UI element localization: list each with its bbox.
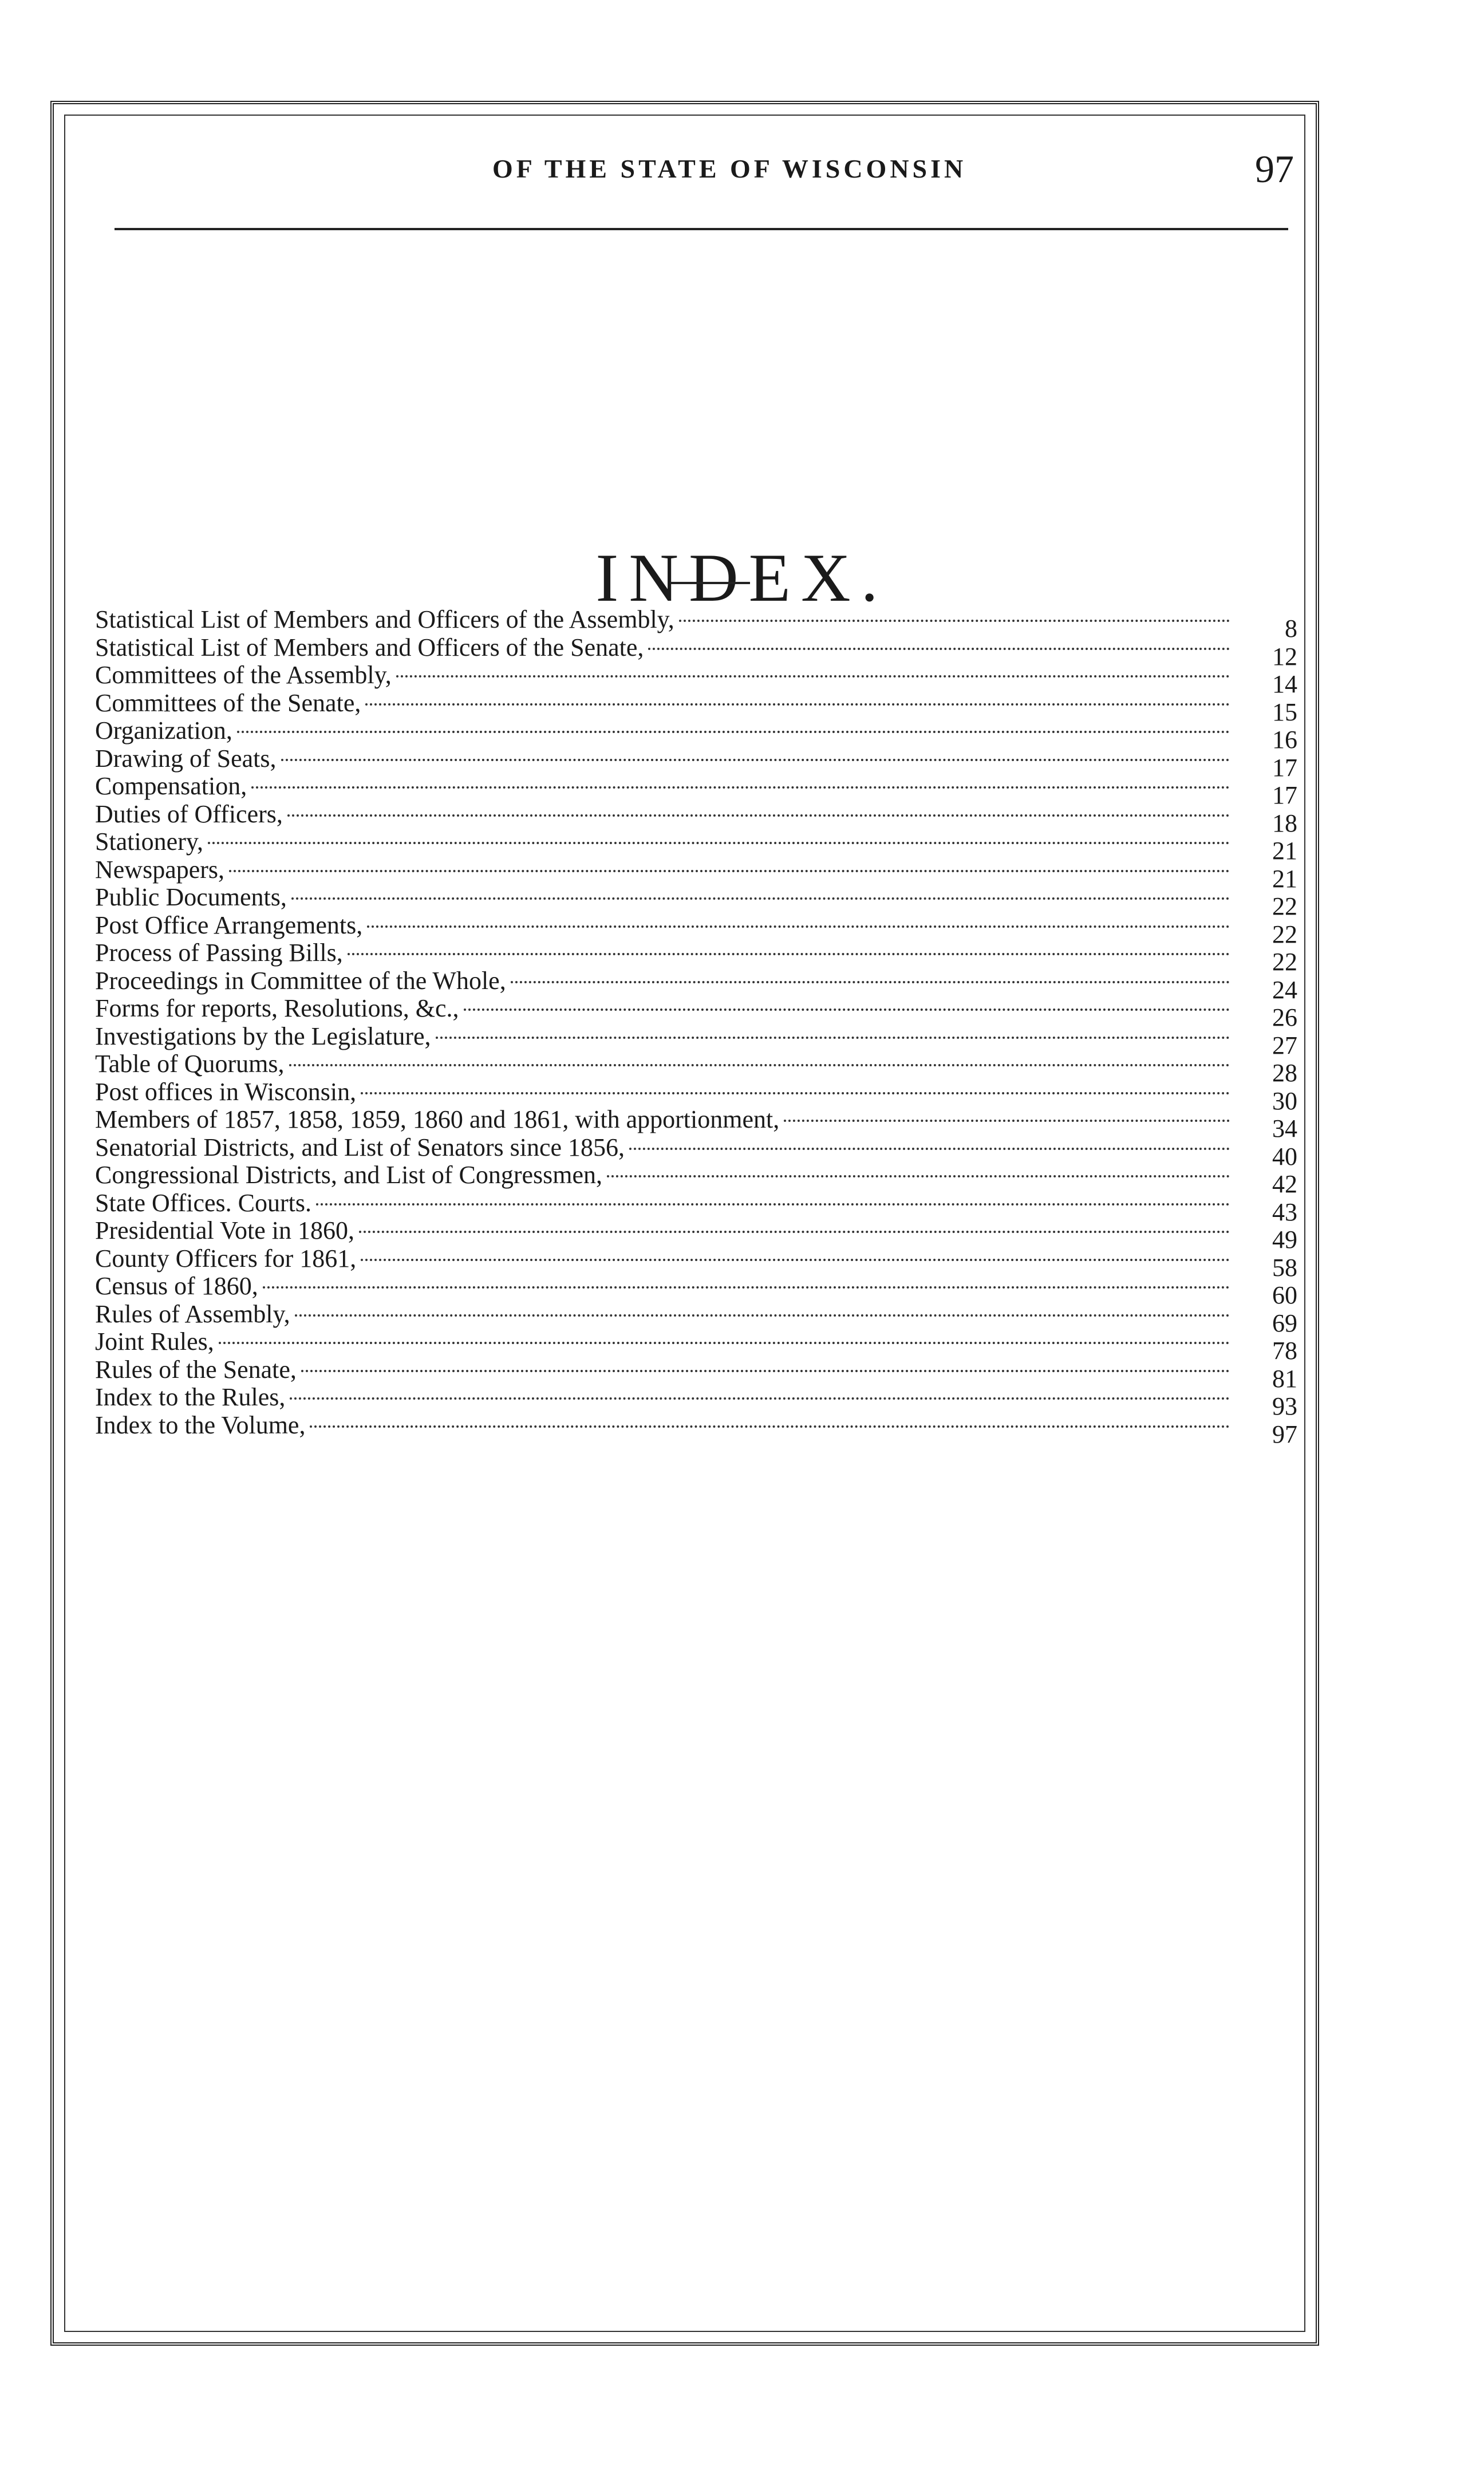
index-entry-label: Statistical List of Members and Officers of the Assembly, [95, 605, 674, 633]
index-entry-page: 18 [1272, 809, 1297, 837]
index-entry-page: 22 [1272, 948, 1297, 976]
index-entry-label: Compensation, [95, 772, 247, 800]
index-entry-label: Organization, [95, 716, 232, 744]
index-entry-label: Stationery, [95, 828, 203, 856]
index-entry [95, 883, 1297, 920]
dot-leader [291, 897, 1230, 900]
index-entry [95, 828, 1297, 865]
index-entry [95, 1050, 1297, 1087]
index-entry-page: 30 [1272, 1086, 1297, 1115]
dot-leader [359, 1231, 1230, 1233]
index-entry [95, 1411, 1297, 1448]
index-entry [95, 966, 1297, 1004]
index-entry [95, 1272, 1297, 1309]
index-entry-page: 69 [1272, 1309, 1297, 1337]
index-entry-label: Post offices in Wisconsin, [95, 1077, 357, 1106]
dot-leader [316, 1203, 1230, 1206]
dot-leader [648, 648, 1230, 650]
index-entry-label: Statistical List of Members and Officers of the Senate, [95, 633, 644, 661]
index-entry [95, 1077, 1297, 1115]
index-entry-page: 49 [1272, 1226, 1297, 1254]
index-entry-page: 93 [1272, 1392, 1297, 1420]
dot-leader [511, 981, 1230, 983]
dot-leader [251, 786, 1230, 789]
index-entry-page: 16 [1272, 726, 1297, 754]
index-entry [95, 1244, 1297, 1282]
index-entry-label: Rules of the Senate, [95, 1355, 297, 1384]
index-entry-label: Senatorial Districts, and List of Senators since 1856, [95, 1133, 625, 1161]
dot-leader [290, 1397, 1230, 1400]
dot-leader [219, 1342, 1230, 1344]
index-entry-page: 21 [1272, 837, 1297, 865]
index-entry [95, 994, 1297, 1031]
index-entry-page: 58 [1272, 1253, 1297, 1282]
index-entry-page: 27 [1272, 1031, 1297, 1059]
index-entry-page: 60 [1272, 1281, 1297, 1309]
index-entry [95, 1161, 1297, 1198]
index-title: INDEX. [595, 539, 889, 616]
index-entry-page: 21 [1272, 864, 1297, 893]
dot-leader [365, 703, 1230, 706]
index-entry [95, 1133, 1297, 1171]
index-entry [95, 633, 1297, 671]
index-list [95, 605, 1297, 1448]
dot-leader [287, 814, 1230, 817]
index-entry [95, 1383, 1297, 1420]
dot-leader [436, 1037, 1230, 1039]
index-entry [95, 1216, 1297, 1254]
index-entry-label: County Officers for 1861, [95, 1244, 357, 1273]
index-entry-page: 12 [1272, 642, 1297, 671]
index-entry-label: Table of Quorums, [95, 1050, 285, 1078]
index-entry-page: 81 [1272, 1364, 1297, 1393]
dot-leader [679, 620, 1230, 622]
index-entry [95, 1327, 1297, 1365]
index-entry [95, 688, 1297, 726]
index-entry [95, 661, 1297, 698]
index-entry-page: 26 [1272, 1003, 1297, 1031]
index-entry-label: Census of 1860, [95, 1272, 258, 1300]
index-entry-page: 34 [1272, 1114, 1297, 1143]
header-rule [115, 228, 1288, 230]
index-entry [95, 1022, 1297, 1059]
dot-leader [361, 1092, 1230, 1094]
index-entry-page: 8 [1285, 614, 1297, 643]
index-entry [95, 1105, 1297, 1143]
index-entry [95, 939, 1297, 976]
index-entry [95, 799, 1297, 837]
index-entry-label: Process of Passing Bills, [95, 939, 343, 967]
index-entry-page: 22 [1272, 892, 1297, 920]
dot-leader [229, 870, 1230, 872]
dot-leader [784, 1120, 1230, 1122]
index-entry [95, 772, 1297, 809]
index-entry [95, 716, 1297, 754]
index-entry-label: Members of 1857, 1858, 1859, 1860 and 1861, with apportionment, [95, 1105, 780, 1133]
index-entry-page: 24 [1272, 975, 1297, 1004]
index-entry-label: Investigations by the Legislature, [95, 1022, 431, 1050]
index-entry [95, 1188, 1297, 1226]
index-entry-label: State Offices. Courts. [95, 1188, 312, 1217]
running-title: OF THE STATE OF WISCONSIN [492, 154, 967, 183]
index-entry-label: Index to the Rules, [95, 1383, 286, 1411]
index-entry-label: Committees of the Senate, [95, 688, 361, 717]
index-entry-page: 17 [1272, 753, 1297, 782]
dot-leader [607, 1175, 1230, 1177]
dot-leader [361, 1259, 1230, 1261]
index-entry [95, 744, 1297, 782]
dot-leader [464, 1008, 1230, 1011]
index-entry-page: 78 [1272, 1337, 1297, 1365]
dot-leader [263, 1286, 1230, 1289]
index-entry-page: 42 [1272, 1170, 1297, 1198]
index-entry-page: 40 [1272, 1142, 1297, 1171]
index-entry-page: 97 [1272, 1420, 1297, 1448]
index-entry-label: Proceedings in Committee of the Whole, [95, 966, 506, 995]
dot-leader [289, 1064, 1230, 1066]
running-header [137, 147, 1294, 192]
title-rule [670, 582, 750, 584]
dot-leader [310, 1425, 1230, 1428]
index-entry-label: Joint Rules, [95, 1327, 214, 1356]
index-entry-page: 14 [1272, 670, 1297, 698]
index-entry-label: Committees of the Assembly, [95, 661, 392, 689]
index-entry-label: Duties of Officers, [95, 799, 283, 828]
dot-leader [281, 759, 1230, 761]
index-entry-label: Forms for reports, Resolutions, &c., [95, 994, 459, 1022]
index-entry-page: 17 [1272, 781, 1297, 809]
index-entry-page: 43 [1272, 1197, 1297, 1226]
index-entry-label: Drawing of Seats, [95, 744, 277, 773]
index-entry-page: 15 [1272, 698, 1297, 726]
dot-leader [295, 1314, 1230, 1317]
index-entry [95, 1299, 1297, 1337]
index-entry-page: 22 [1272, 920, 1297, 948]
page-number: 97 [1255, 147, 1294, 191]
index-entry-label: Newspapers, [95, 855, 225, 884]
dot-leader [237, 731, 1230, 733]
dot-leader [396, 675, 1230, 677]
index-entry-label: Public Documents, [95, 883, 287, 911]
index-entry [95, 855, 1297, 893]
dot-leader [348, 953, 1230, 955]
dot-leader [301, 1370, 1230, 1372]
dot-leader [208, 842, 1230, 844]
index-entry-label: Presidential Vote in 1860, [95, 1216, 355, 1244]
index-entry [95, 605, 1297, 643]
index-entry-label: Index to the Volume, [95, 1411, 306, 1439]
index-entry-label: Post Office Arrangements, [95, 911, 363, 939]
dot-leader [629, 1148, 1230, 1150]
dot-leader [367, 925, 1230, 928]
index-entry [95, 911, 1297, 948]
index-entry-page: 28 [1272, 1059, 1297, 1087]
index-entry-label: Rules of Assembly, [95, 1299, 290, 1328]
index-entry [95, 1355, 1297, 1393]
index-entry-label: Congressional Districts, and List of Congressmen, [95, 1161, 603, 1189]
